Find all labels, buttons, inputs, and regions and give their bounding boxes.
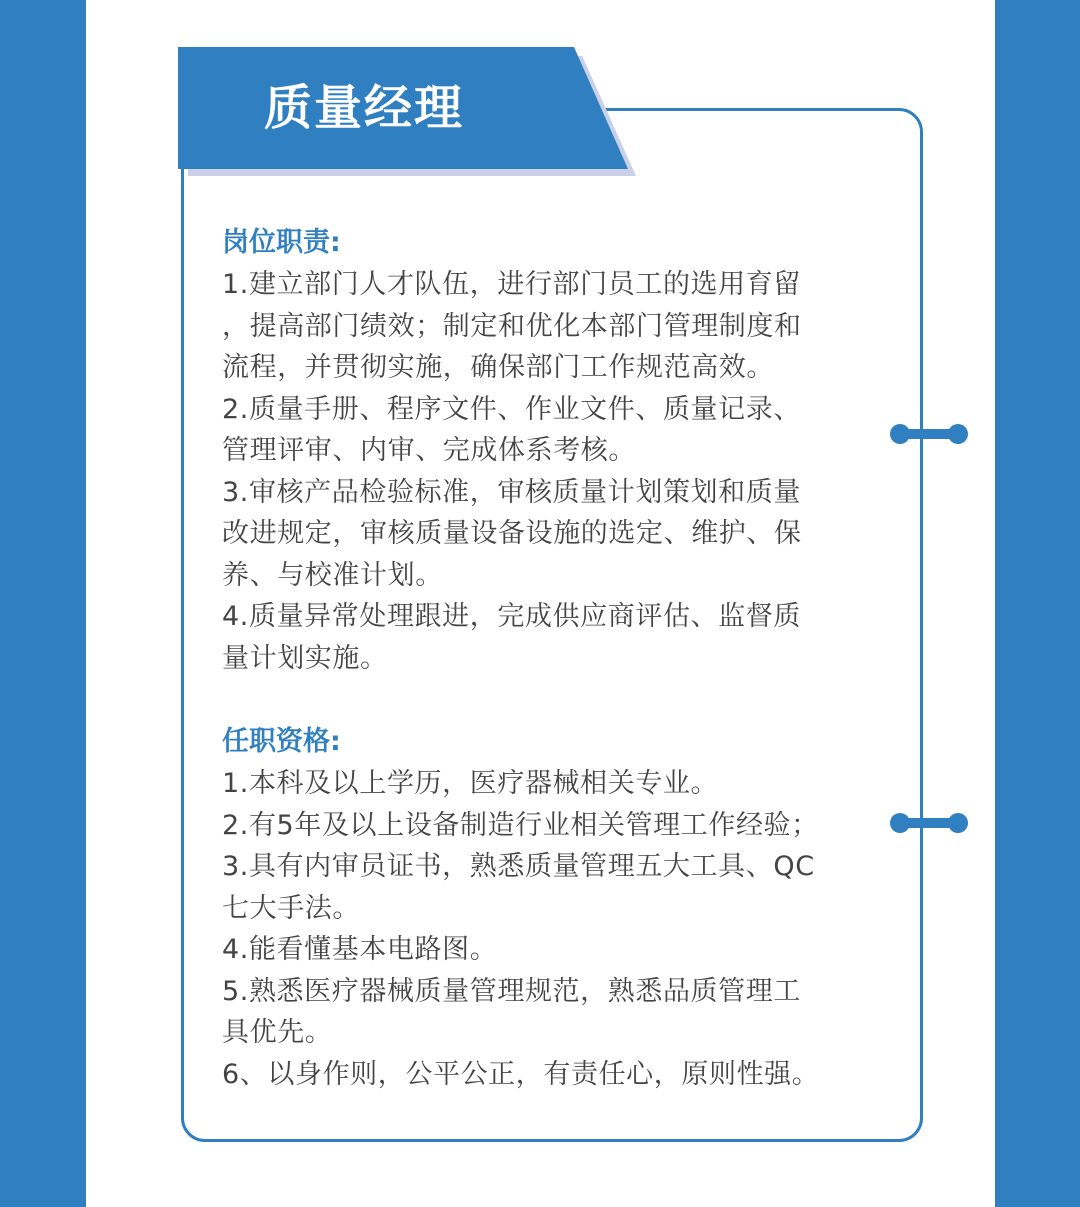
section-spacer (222, 679, 882, 721)
qualification-line: 七大手法。 (222, 892, 360, 924)
responsibility-line: 4.质量异常处理跟进，完成供应商评估、监督质 (222, 601, 801, 632)
responsibilities-heading: 岗位职责: (222, 227, 341, 258)
card-content (222, 222, 882, 1095)
responsibility-line: 1.建立部门人才队伍，进行部门员工的选用育留 (222, 269, 801, 300)
qualification-line: 4.能看懂基本电路图。 (222, 934, 498, 965)
responsibility-line: 3.审核产品检验标准，审核质量计划策划和质量 (222, 476, 801, 508)
ring-connector-bottom (890, 813, 968, 833)
qualification-line: 具优先。 (222, 1017, 333, 1048)
responsibility-line: 养、与校准计划。 (222, 559, 443, 591)
responsibility-line: 2.质量手册、程序文件、作业文件、质量记录、 (222, 393, 801, 425)
responsibility-line: ，提高部门绩效；制定和优化本部门管理制度和 (222, 310, 802, 342)
ring-connector-top (890, 424, 968, 444)
qualification-line: 6、以身作则，公平公正，有责任心，原则性强。 (222, 1058, 820, 1090)
qualification-line: 2.有5年及以上设备制造行业相关管理工作经验； (222, 809, 819, 841)
responsibility-line: 量计划实施。 (222, 642, 388, 674)
qualification-line: 1.本科及以上学历，医疗器械相关专业。 (222, 768, 719, 799)
job-title: 质量经理 (264, 80, 465, 136)
responsibility-line: 改进规定，审核质量设备设施的选定、维护、保 (222, 518, 802, 549)
qualification-line: 3.具有内审员证书，熟悉质量管理五大工具、QC (222, 851, 815, 882)
qualifications-heading: 任职资格: (222, 726, 341, 757)
qualification-line: 5.熟悉医疗器械质量管理规范，熟悉品质管理工 (222, 975, 801, 1007)
responsibility-line: 管理评审、内审、完成体系考核。 (222, 435, 636, 466)
responsibility-line: 流程，并贯彻实施，确保部门工作规范高效。 (222, 352, 774, 383)
